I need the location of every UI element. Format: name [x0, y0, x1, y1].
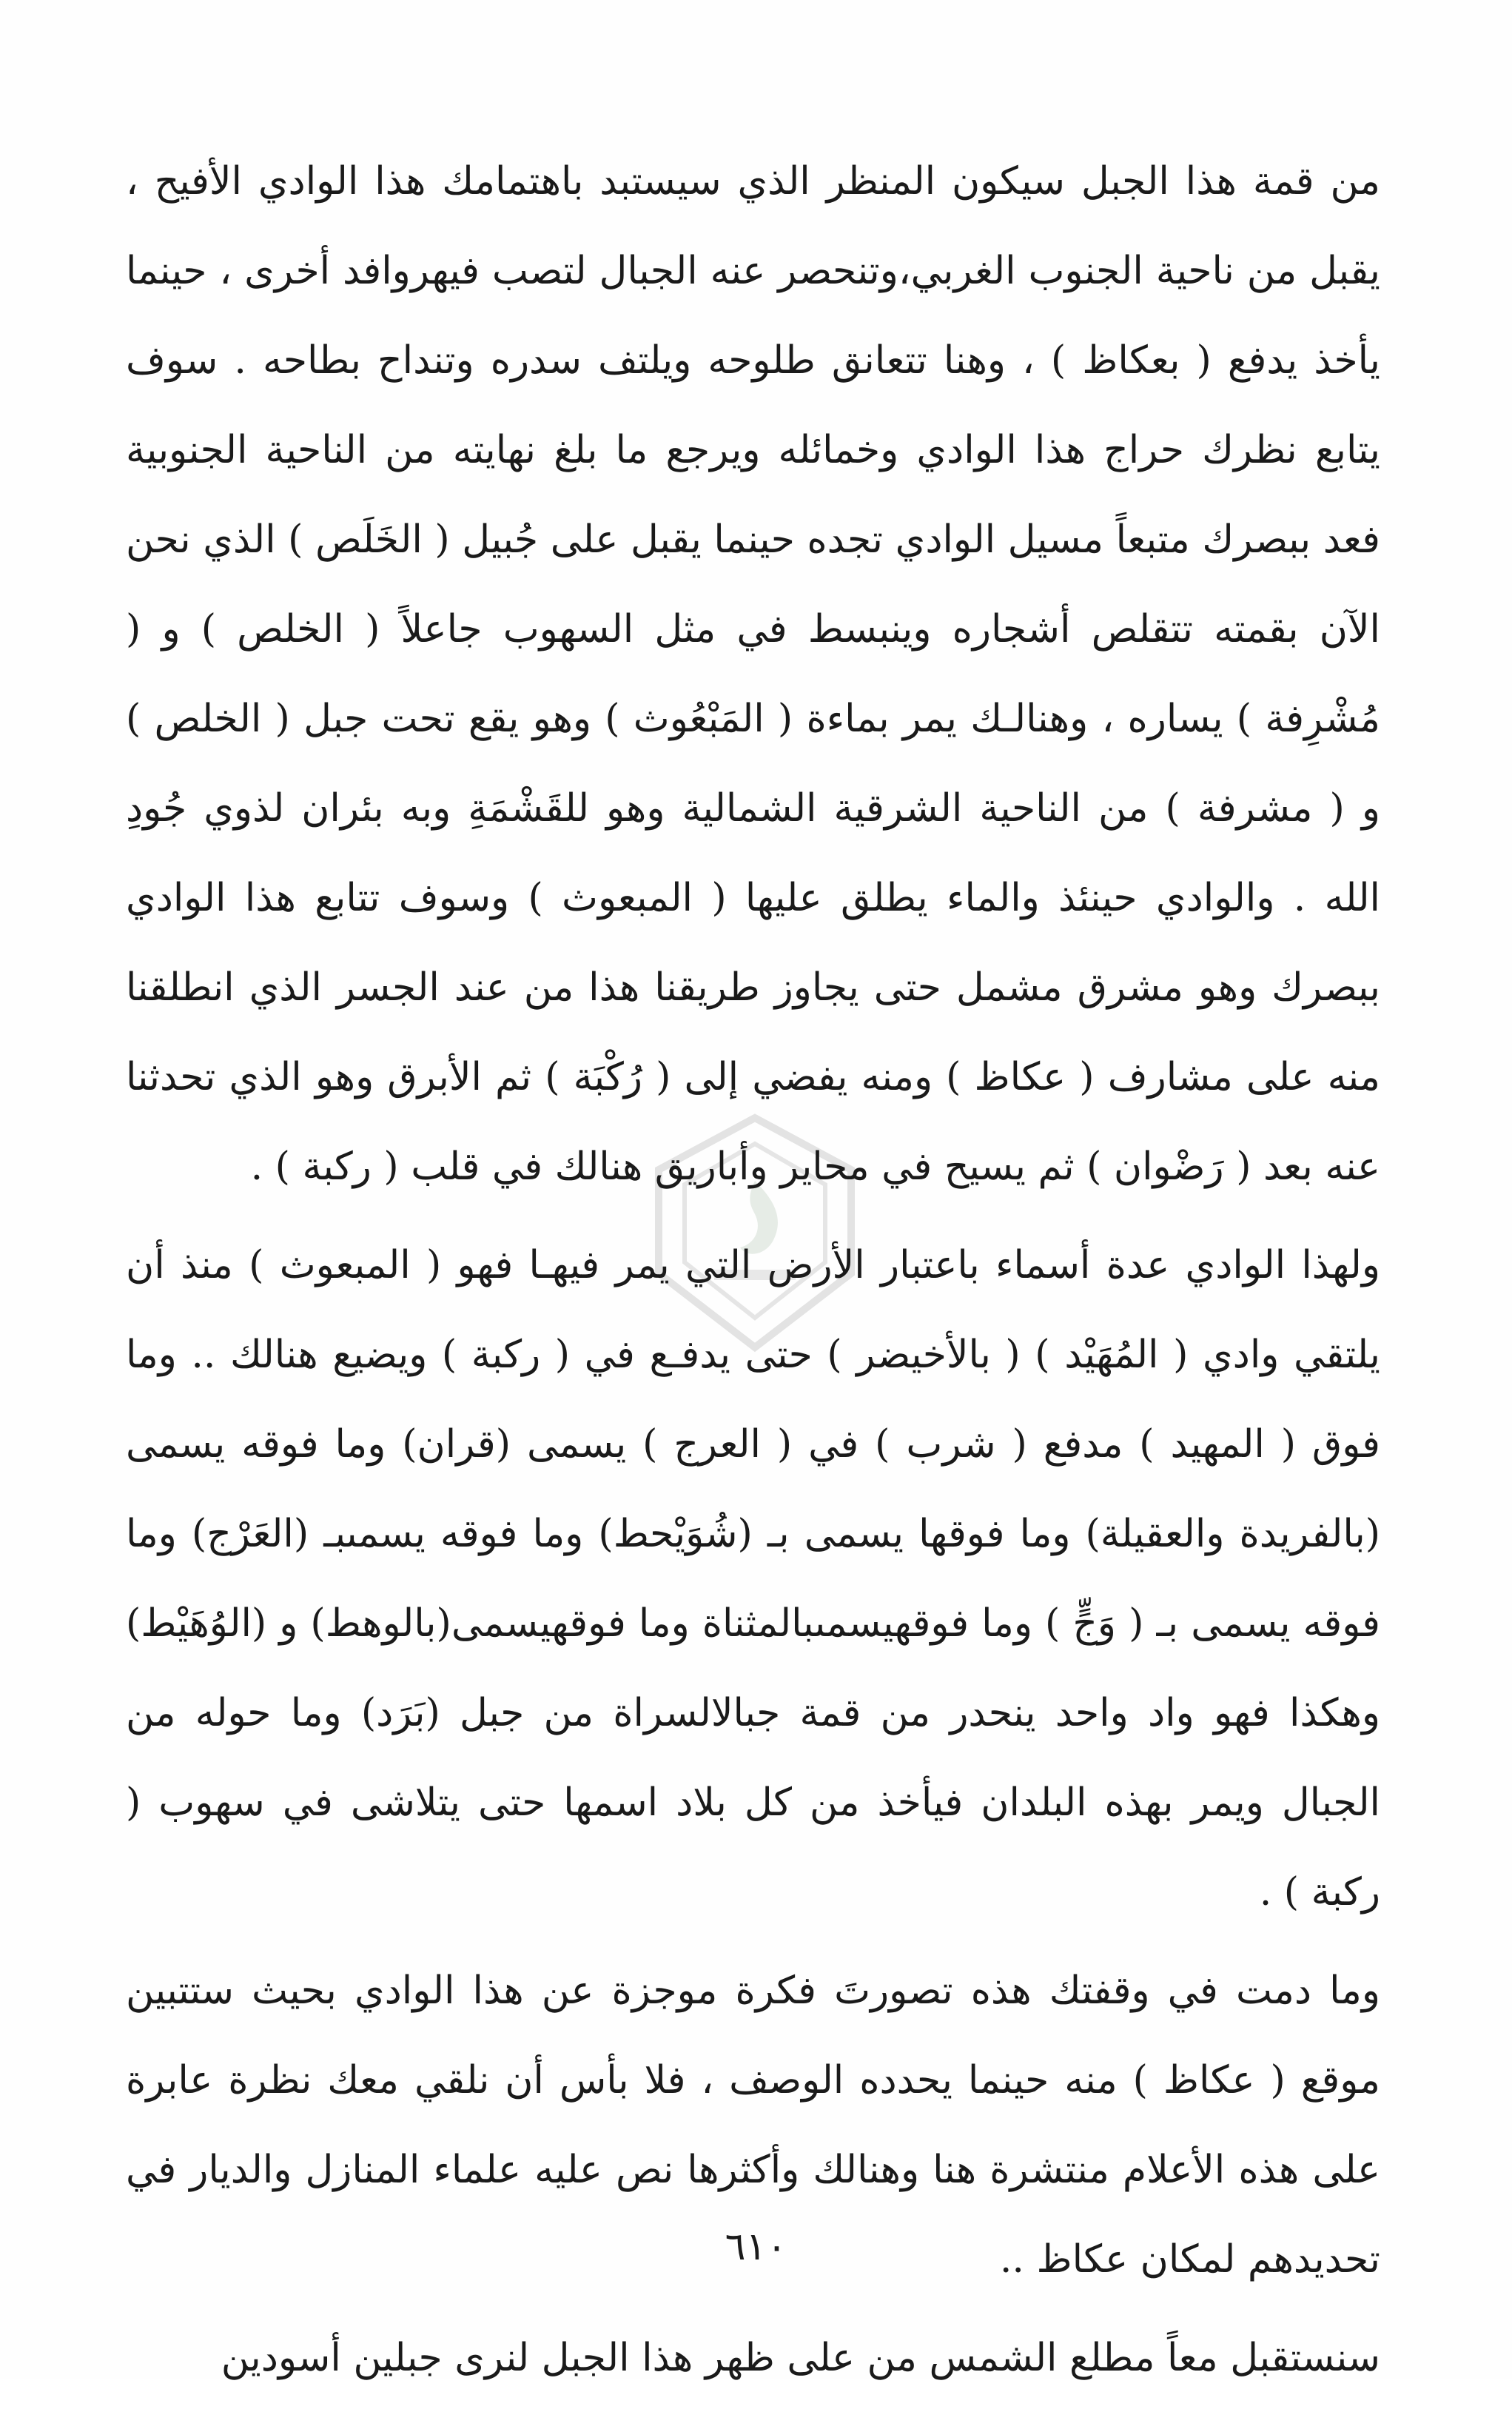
page-number: ٦١٠: [725, 2225, 787, 2269]
paragraph-2: ولهذا الوادي عدة أسماء باعتبار الأرض التي يمر فيهـا فهو ( المبعوث ) منذ أن يلتقي وادي ( المُهَيْد ) ( بالأخيضر ) حتى يدفـع في ( ركبة ) ويضيع هنالك .. وما فوق ( المهيد ) مدفع ( شرب ) في ( العرج ) يسمى (قران) وما فوقه يسمى (بالفريدة والعقيلة) وما فوقها يسمى بـ (شُوَيْحط) وما فوقه يسمىبـ (العَرْج) وما فوقه يسمى بـ ( وَجٍّ ) وما فوقهيسمىبالمثناة وما فوقهيسمى(بالوهط) و (الوُهَيْط) وهكذا فهو واد واحد ينحدر من قمة جبالالسراة من جبل (بَرَد) وما حوله من الجبال ويمر بهذه البلدان فيأخذ من كل بلاد اسمها حتى يتلاشى في سهوب ( ركبة ) .: [126, 1243, 1381, 1914]
paragraph-3: وما دمت في وقفتك هذه تصورتَ فكرة موجزة عن هذا الوادي بحيث ستتبين موقع ( عكاظ ) منه حينما يحدده الوصف ، فلا بأس أن نلقي معك نظرة عابرة على هذه الأعلام منتشرة هنا وهنالك وأكثرها نص عليه علماء المنازل والديار في تحديدهم لمكان عكاظ ..: [126, 1969, 1380, 2282]
body-text: [126, 137, 1380, 2412]
paragraph-4: سنستقبل معاً مطلع الشمس من على ظهر هذا الجبل لنرى جبلين أسودين: [221, 2336, 1380, 2380]
paragraph-1: من قمة هذا الجبل سيكون المنظر الذي سيستبد باهتمامك هذا الوادي الأفيح ، يقبل من ناحية الجنوب الغربي،وتنحصر عنه الجبال لتصب فيهروافد أخرى ، حينما يأخذ يدفع ( بعكاظ ) ، وهنا تتعانق طلوحه ويلتف سدره وتنداح بطاحه . سوف يتابع نظرك حراج هذا الوادي وخمائله ويرجع ما بلغ نهايته من الناحية الجنوبية فعد ببصرك متبعاً مسيل الوادي تجده حينما يقبل على جُبيل ( الخَلَص ) الذي نحن الآن بقمته تتقلص أشجاره وينبسط في مثل السهوب جاعلاً ( الخلص ) و ( مُشْرِفة ) يساره ، وهنالـك يمر بماءة ( المَبْعُوث ) وهو يقع تحت جبل ( الخلص ) و ( مشرفة ) من الناحية الشرقية الشمالية وهو للقَشْمَةِ وبه بئران لذوي جُودِ الله . والوادي حينئذ والماء يطلق عليها ( المبعوث ) وسوف تتابع هذا الوادي ببصرك وهو مشرق مشمل حتى يجاوز طريقنا هذا من عند الجسر الذي انطلقنا منه على مشارف ( عكاظ ) ومنه يفضي إلى ( رُكْبَة ) ثم الأبرق وهو الذي تحدثنا عنه بعد ( رَضْوان ) ثم يسيح في محاير وأباريق هنالك في قلب ( ركبة ) .: [126, 159, 1381, 1189]
